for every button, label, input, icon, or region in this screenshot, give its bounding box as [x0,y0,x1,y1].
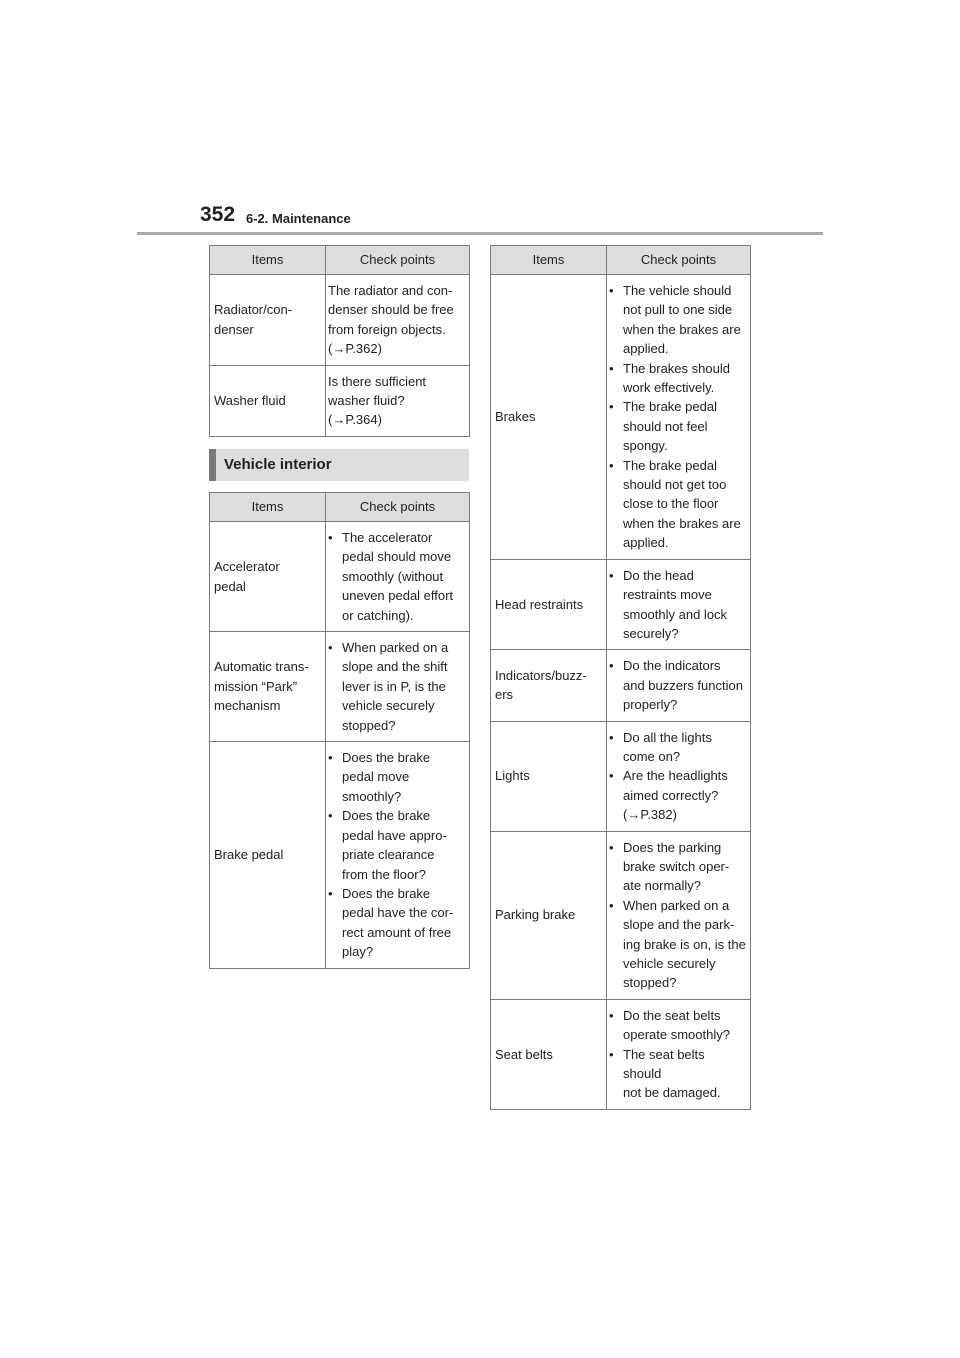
check-cell: Is there sufficient washer fluid? (→P.364) [326,365,470,436]
engine-check-table [209,245,470,437]
check-point-text: When parked on a slope and the park- ing brake is on, is the vehicle securely stopped? [623,897,746,991]
vehicle-check-table-right [490,245,751,1110]
column-header-check-points: Check points [607,246,751,275]
check-point-text: The brakes should work effectively. [623,360,730,396]
bullet-icon: • [609,283,614,298]
table-row [491,831,751,999]
column-header-check-points: Check points [326,493,470,522]
bullet-icon: • [609,729,614,745]
check-point [328,638,465,735]
check-cell [607,999,751,1109]
check-list [328,638,465,735]
item-cell: Lights [491,721,607,831]
check-point [609,766,746,824]
table-row [491,999,751,1109]
check-point-text: Does the parking brake switch oper- ate normally? [623,839,730,894]
check-cell [607,650,751,721]
table-row [491,721,751,831]
check-point-text: When parked on a slope and the shift lever is in P, is the vehicle securely stopped? [342,640,449,733]
item-cell: Head restraints [491,559,607,650]
vehicle-interior-heading: Vehicle interior [209,449,469,481]
check-list [609,728,746,825]
check-cell: The radiator and con- denser should be free from foreign objects. (→P.362) [326,275,470,366]
bullet-icon: • [328,750,333,766]
check-point-text: The vehicle should not pull to one side when the brakes are applied. [623,283,741,357]
item-cell: Washer fluid [210,365,326,436]
bullet-icon: • [609,567,614,583]
bullet-icon: • [609,399,614,415]
check-cell [607,831,751,999]
check-point [609,656,746,714]
item-cell: Brake pedal [210,742,326,968]
check-point [609,397,746,455]
check-cell [607,275,751,560]
check-list [609,1006,746,1103]
bullet-icon: • [609,457,614,473]
table-row [210,742,470,968]
table-row [210,365,470,436]
check-point [609,456,746,553]
table-row [210,522,470,632]
bullet-icon: • [328,640,333,656]
check-point [609,896,746,993]
column-header-check-points: Check points [326,246,470,275]
vehicle-interior-table [209,492,470,969]
table-row [491,275,751,560]
page-number: 352 [200,203,236,226]
table-row [491,559,751,650]
check-list [609,656,746,714]
check-list [328,528,465,625]
check-list [328,748,465,961]
check-point [609,728,746,767]
table-row [491,650,751,721]
column-header-items: Items [210,246,326,275]
check-point [609,359,746,398]
item-cell: Radiator/con- denser [210,275,326,366]
check-cell [607,559,751,650]
check-point [328,884,465,962]
check-point-text: The seat belts should not be damaged. [623,1046,721,1101]
item-cell: Automatic trans- mission “Park” mechanism [210,632,326,742]
check-list [609,281,746,553]
column-header-items: Items [491,246,607,275]
header-rule [137,232,823,235]
check-point [328,528,465,625]
check-cell [326,632,470,742]
check-cell [607,721,751,831]
check-cell [326,522,470,632]
check-point [609,838,746,896]
item-cell: Parking brake [491,831,607,999]
check-point-text: Do the indicators and buzzers function properly? [623,658,743,713]
item-cell: Accelerator pedal [210,522,326,632]
check-point-text: The brake pedal should not feel spongy. [623,399,717,454]
check-point [328,748,465,806]
bullet-icon: • [328,885,333,901]
item-cell: Brakes [491,275,607,560]
check-list [609,566,746,644]
item-cell: Indicators/buzz- ers [491,650,607,721]
column-header-items: Items [210,493,326,522]
check-point-text: Does the brake pedal have appro- priate clearance from the floor? [342,808,447,882]
check-list [609,838,746,993]
bullet-icon: • [609,768,614,784]
bullet-icon: • [609,839,614,855]
check-point-text: Do the head restraints move smoothly and lock securely? [623,567,728,641]
table-row [210,275,470,366]
check-point [609,281,746,359]
check-point [609,1006,746,1045]
check-point-text: Do all the lights come on? [623,729,712,764]
check-point-text: The brake pedal should not get too close to the floor when the brakes are applied. [623,457,741,551]
bullet-icon: • [609,1046,614,1062]
bullet-icon: • [609,658,614,674]
bullet-icon: • [609,360,614,376]
check-point-text: The accelerator pedal should move smoothly (without uneven pedal effort or catching). [342,530,454,623]
check-cell [326,742,470,968]
bullet-icon: • [609,897,614,913]
check-point [609,566,746,644]
check-point-text: Does the brake pedal have the cor- rect amount of free play? [342,885,454,960]
bullet-icon: • [328,530,333,545]
check-point-text: Do the seat belts operate smoothly? [623,1007,730,1043]
bullet-icon: • [328,808,333,824]
check-point-text: Does the brake pedal move smoothly? [342,750,431,804]
section-title: 6-2. Maintenance [246,211,351,226]
check-point-text: Are the headlights aimed correctly? (→P.382) [623,768,728,823]
check-point [328,806,465,884]
item-cell: Seat belts [491,999,607,1109]
table-row [210,632,470,742]
bullet-icon: • [609,1007,614,1023]
check-point [609,1045,746,1103]
